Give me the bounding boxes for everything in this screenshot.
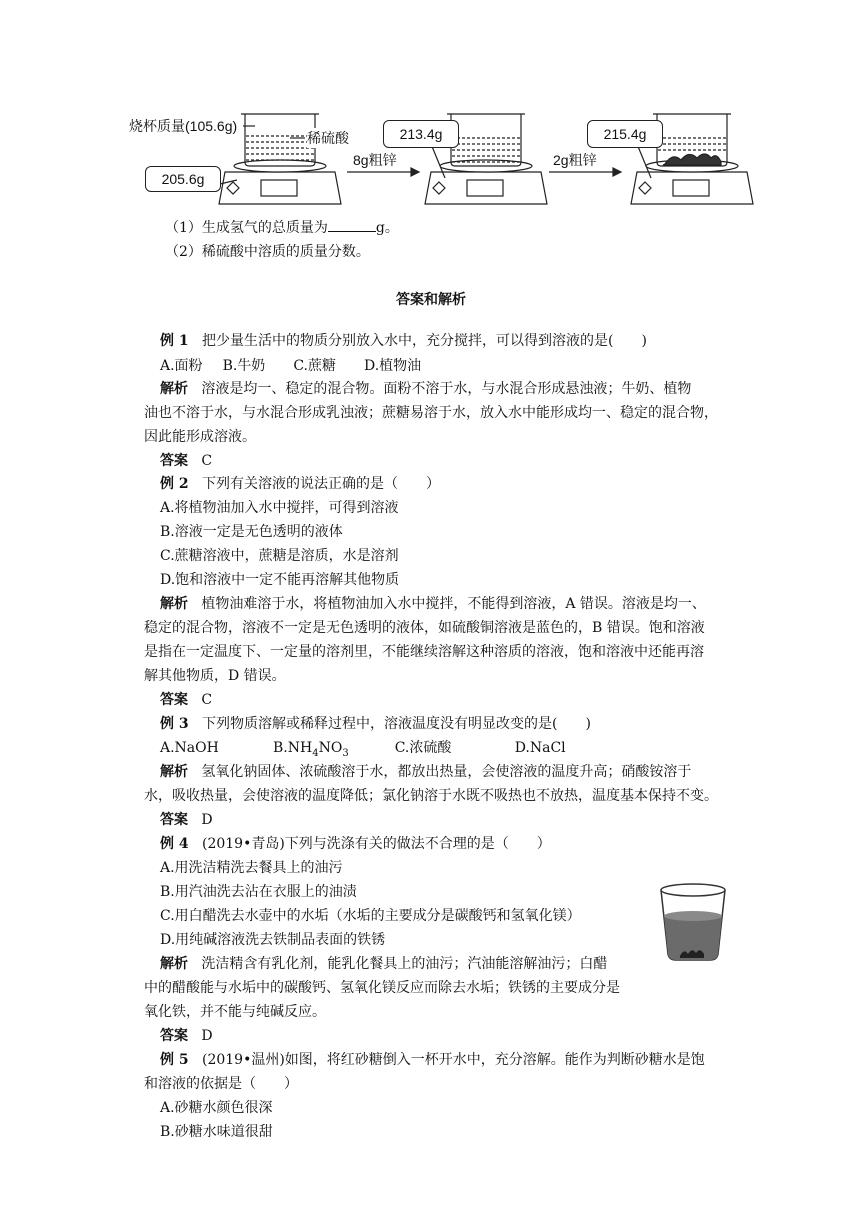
- ex4-answer: 答案 D: [160, 1028, 213, 1044]
- ex3-analysis-2: 水，吸收热量，会使溶液的温度降低；氯化钠溶于水既不吸热也不放热，温度基本保持不变。: [144, 788, 718, 804]
- ex1-answer: 答案 C: [160, 453, 213, 469]
- experiment-figure: [125, 108, 765, 208]
- ex4-analysis-3: 氧化铁，并不能与纯碱反应。: [144, 1004, 326, 1020]
- ex2-option-b: B.溶液一定是无色透明的液体: [160, 524, 343, 540]
- ex2-option-c: C.蔗糖溶液中，蔗糖是溶质，水是溶剂: [160, 548, 399, 564]
- ex5-stem-2: 和溶液的依据是（ ）: [144, 1076, 298, 1092]
- acid-label: 稀硫酸: [307, 130, 349, 146]
- ex1-analysis-3: 因此能形成溶液。: [144, 429, 256, 445]
- ex5-stem: 例 5 (2019•温州)如图，将红砂糖倒入一杯开水中，充分溶解。能作为判断砂糖水是饱: [160, 1052, 705, 1068]
- ex4-analysis-2: 中的醋酸能与水垢中的碳酸钙、氢氧化镁反应而除去水垢；铁锈的主要成分是: [144, 980, 620, 996]
- scale-reading-3: 215.4g: [587, 120, 663, 148]
- step-label-2: 2g粗锌: [553, 152, 597, 168]
- ex2-analysis-3: 是指在一定温度下、一定量的溶剂里，不能继续溶解这种溶质的溶液，饱和溶液中还能再溶: [144, 644, 704, 660]
- ex3-analysis-1: 解析 氢氧化钠固体、浓硫酸溶于水，都放出热量，会使溶液的温度升高；硝酸铵溶于: [160, 764, 692, 780]
- ex5-option-b: B.砂糖水味道很甜: [160, 1124, 273, 1140]
- section-title: 答案和解析: [396, 291, 466, 307]
- ex4-stem: 例 4 (2019•青岛)下列与洗涤有关的做法不合理的是（ ）: [160, 836, 551, 852]
- ex4-option-c: C.用白醋洗去水壶中的水垢（水垢的主要成分是碳酸钙和氢氧化镁）: [160, 908, 581, 924]
- ex4-option-b: B.用汽油洗去沾在衣服上的油渍: [160, 884, 357, 900]
- ex2-answer: 答案 C: [160, 692, 213, 708]
- beaker-mass-label: 烧杯质量(105.6g): [129, 118, 238, 134]
- ex5-option-a: A.砂糖水颜色很深: [160, 1100, 273, 1116]
- answer-blank: [328, 217, 376, 232]
- ex3-stem: 例 3 下列物质溶解或稀释过程中，溶液温度没有明显改变的是( ): [160, 716, 591, 732]
- question-2: （2）稀硫酸中溶质的质量分数。: [165, 244, 370, 260]
- ex4-option-d: D.用纯碱溶液洗去铁制品表面的铁锈: [160, 932, 386, 948]
- ex4-option-a: A.用洗洁精洗去餐具上的油污: [160, 860, 343, 876]
- ex2-analysis-2: 稳定的混合物，溶液不一定是无色透明的液体，如硫酸铜溶液是蓝色的，B 错误。饱和溶液: [144, 620, 705, 636]
- scale-reading-1: 205.6g: [145, 166, 221, 192]
- ex2-option-a: A.将植物油加入水中搅拌，可得到溶液: [160, 500, 399, 516]
- ex2-stem: 例 2 下列有关溶液的说法正确的是（ ）: [160, 476, 440, 492]
- ex1-stem: 例 1 把少量生活中的物质分别放入水中，充分搅拌，可以得到溶液的是( ): [160, 333, 647, 349]
- ex3-answer: 答案 D: [160, 812, 213, 828]
- ex1-options: A.面粉 B.牛奶 C.蔗糖 D.植物油: [160, 358, 422, 374]
- ex2-analysis-4: 解其他物质，D 错误。: [144, 668, 286, 684]
- ex3-options: A.NaOH $B.NH_4NO_3$ C.浓硫酸 D.NaCl: [160, 740, 566, 759]
- ex2-analysis-1: 解析 植物油难溶于水，将植物油加入水中搅拌，不能得到溶液，A 错误。溶液是均一、: [160, 596, 706, 612]
- ex4-analysis-1: 解析 洗洁精含有乳化剂，能乳化餐具上的油污；汽油能溶解油污；白醋: [160, 956, 608, 972]
- scale-reading-2: 213.4g: [383, 120, 459, 148]
- sugar-water-glass-image: [658, 882, 728, 962]
- ex1-analysis-1: 解析 溶液是均一、稳定的混合物。面粉不溶于水，与水混合形成悬浊液；牛奶、植物: [160, 381, 692, 397]
- question-1: （1）生成氢气的总质量为 g。: [165, 217, 399, 238]
- ex1-analysis-2: 油也不溶于水，与水混合形成乳浊液；蔗糖易溶于水，放入水中能形成均一、稳定的混合物，: [144, 405, 718, 421]
- step-label-1: 8g粗锌: [353, 152, 397, 168]
- ex2-option-d: D.饱和溶液中一定不能再溶解其他物质: [160, 572, 400, 588]
